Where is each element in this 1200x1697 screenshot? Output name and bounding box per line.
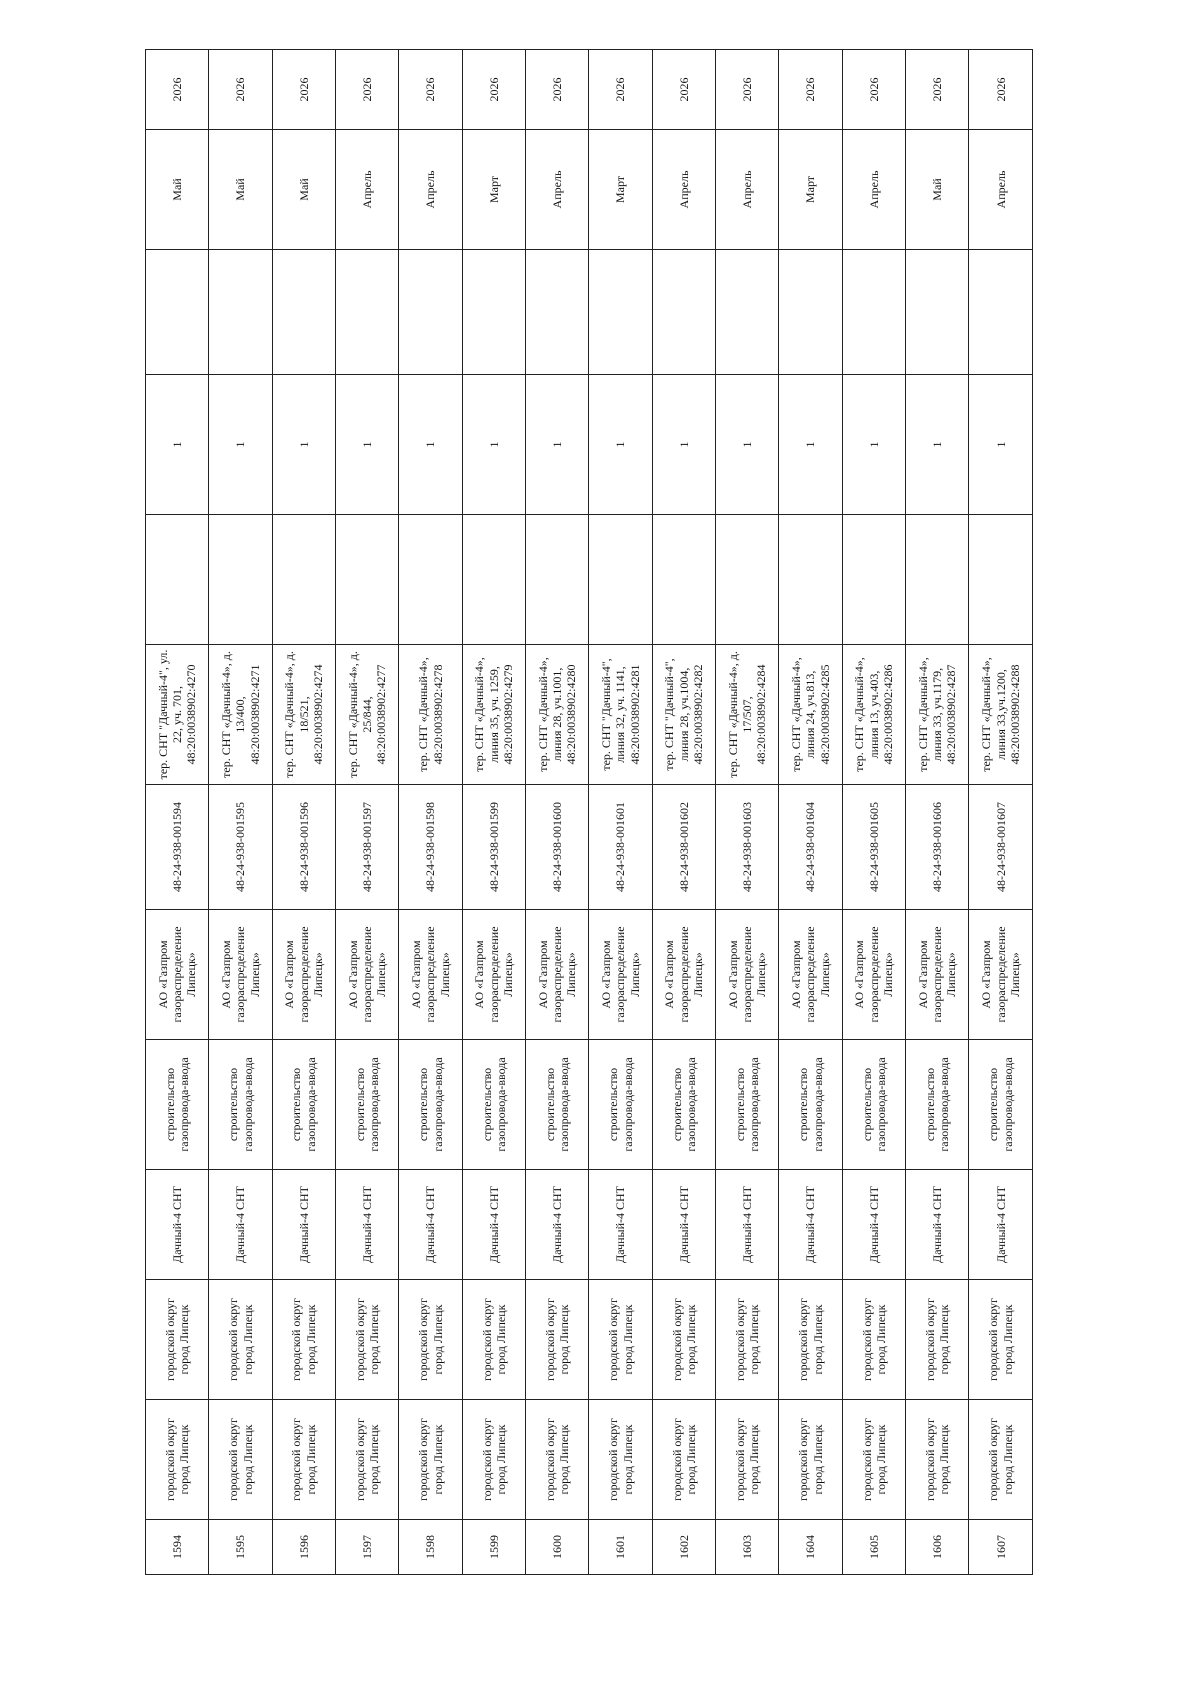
- address-cell: тер. СНТ «Дачный-4», линия 33, уч.1179, 48:20:0038902:4287: [906, 645, 969, 785]
- year-cell: 2026: [462, 50, 525, 130]
- organization-cell: АО «Газпром газораспределение Липецк»: [462, 910, 525, 1040]
- address-cell: тер. СНТ "Дачный-4", линия 32, уч. 1141, 48:20:0038902:4281: [589, 645, 652, 785]
- empty-cell: [272, 515, 335, 645]
- empty-cell: [906, 515, 969, 645]
- empty-cell: [526, 515, 589, 645]
- address-cell: тер. СНТ «Дачный-4», линия 13, уч.403, 48:20:0038902:4286: [842, 645, 905, 785]
- year-cell: 2026: [399, 50, 462, 130]
- month-cell: Апрель: [336, 130, 399, 250]
- quantity-cell: 1: [969, 375, 1033, 515]
- empty-cell: [779, 515, 842, 645]
- table-row: [652, 50, 715, 1575]
- registration-number-cell: 48-24-938-001606: [906, 785, 969, 910]
- address-cell: тер. СНТ «Дачный-4», д. 17/507, 48:20:0038902:4284: [716, 645, 779, 785]
- row-number: 1598: [399, 1520, 462, 1575]
- municipality-cell: городской округ город Липецк: [526, 1280, 589, 1400]
- municipality-cell: городской округ город Липецк: [652, 1280, 715, 1400]
- year-cell: 2026: [842, 50, 905, 130]
- municipality-cell: городской округ город Липецк: [589, 1280, 652, 1400]
- empty-cell: [399, 515, 462, 645]
- table-row: [462, 50, 525, 1575]
- empty-cell: [842, 250, 905, 375]
- registration-number-cell: 48-24-938-001594: [146, 785, 209, 910]
- district-cell: городской округ город Липецк: [526, 1400, 589, 1520]
- quantity-cell: 1: [716, 375, 779, 515]
- address-cell: тер. СНТ «Дачный-4», линия 28, уч.1001, 48:20:0038902:4280: [526, 645, 589, 785]
- month-cell: Май: [272, 130, 335, 250]
- empty-cell: [462, 515, 525, 645]
- table-row: [716, 50, 779, 1575]
- year-cell: 2026: [336, 50, 399, 130]
- settlement-cell: Дачный-4 СНТ: [652, 1170, 715, 1280]
- row-number: 1596: [272, 1520, 335, 1575]
- work-type-cell: строительство газопровода-ввода: [336, 1040, 399, 1170]
- organization-cell: АО «Газпром газораспределение Липецк»: [969, 910, 1033, 1040]
- municipality-cell: городской округ город Липецк: [462, 1280, 525, 1400]
- settlement-cell: Дачный-4 СНТ: [399, 1170, 462, 1280]
- municipality-cell: городской округ город Липецк: [209, 1280, 272, 1400]
- district-cell: городской округ город Липецк: [209, 1400, 272, 1520]
- settlement-cell: Дачный-4 СНТ: [272, 1170, 335, 1280]
- quantity-cell: 1: [906, 375, 969, 515]
- year-cell: 2026: [146, 50, 209, 130]
- district-cell: городской округ город Липецк: [336, 1400, 399, 1520]
- municipality-cell: городской округ город Липецк: [716, 1280, 779, 1400]
- row-number: 1603: [716, 1520, 779, 1575]
- table-row: [526, 50, 589, 1575]
- settlement-cell: Дачный-4 СНТ: [462, 1170, 525, 1280]
- address-cell: тер. СНТ «Дачный-4», линия 24, уч.813, 48:20:0038902:4285: [779, 645, 842, 785]
- quantity-cell: 1: [652, 375, 715, 515]
- settlement-cell: Дачный-4 СНТ: [589, 1170, 652, 1280]
- empty-cell: [526, 250, 589, 375]
- address-cell: тер. СНТ «Дачный-4», линия 33,уч.1200, 48:20:0038902:4288: [969, 645, 1033, 785]
- work-type-cell: строительство газопровода-ввода: [272, 1040, 335, 1170]
- settlement-cell: Дачный-4 СНТ: [336, 1170, 399, 1280]
- quantity-cell: 1: [462, 375, 525, 515]
- work-type-cell: строительство газопровода-ввода: [716, 1040, 779, 1170]
- registration-number-cell: 48-24-938-001605: [842, 785, 905, 910]
- rotated-page: [145, 77, 1033, 1575]
- table-row: [842, 50, 905, 1575]
- year-cell: 2026: [652, 50, 715, 130]
- table-row: [146, 50, 209, 1575]
- organization-cell: АО «Газпром газораспределение Липецк»: [526, 910, 589, 1040]
- table-row: [336, 50, 399, 1575]
- registration-number-cell: 48-24-938-001604: [779, 785, 842, 910]
- row-number: 1607: [969, 1520, 1033, 1575]
- district-cell: городской округ город Липецк: [399, 1400, 462, 1520]
- registration-number-cell: 48-24-938-001599: [462, 785, 525, 910]
- year-cell: 2026: [526, 50, 589, 130]
- work-type-cell: строительство газопровода-ввода: [906, 1040, 969, 1170]
- empty-cell: [716, 515, 779, 645]
- empty-cell: [462, 250, 525, 375]
- municipality-cell: городской округ город Липецк: [969, 1280, 1033, 1400]
- month-cell: Апрель: [716, 130, 779, 250]
- quantity-cell: 1: [146, 375, 209, 515]
- organization-cell: АО «Газпром газораспределение Липецк»: [652, 910, 715, 1040]
- district-cell: городской округ город Липецк: [462, 1400, 525, 1520]
- quantity-cell: 1: [526, 375, 589, 515]
- registration-number-cell: 48-24-938-001597: [336, 785, 399, 910]
- row-number: 1599: [462, 1520, 525, 1575]
- empty-cell: [146, 250, 209, 375]
- empty-cell: [779, 250, 842, 375]
- settlement-cell: Дачный-4 СНТ: [906, 1170, 969, 1280]
- table-row: [589, 50, 652, 1575]
- work-type-cell: строительство газопровода-ввода: [146, 1040, 209, 1170]
- table-row: [906, 50, 969, 1575]
- municipality-cell: городской округ город Липецк: [779, 1280, 842, 1400]
- empty-cell: [209, 515, 272, 645]
- table-row: [209, 50, 272, 1575]
- empty-cell: [716, 250, 779, 375]
- month-cell: Март: [589, 130, 652, 250]
- table-row: [399, 50, 462, 1575]
- row-number: 1597: [336, 1520, 399, 1575]
- district-cell: городской округ город Липецк: [272, 1400, 335, 1520]
- work-type-cell: строительство газопровода-ввода: [526, 1040, 589, 1170]
- row-number: 1594: [146, 1520, 209, 1575]
- year-cell: 2026: [906, 50, 969, 130]
- month-cell: Март: [779, 130, 842, 250]
- municipality-cell: городской округ город Липецк: [399, 1280, 462, 1400]
- year-cell: 2026: [716, 50, 779, 130]
- empty-cell: [146, 515, 209, 645]
- quantity-cell: 1: [336, 375, 399, 515]
- registration-number-cell: 48-24-938-001596: [272, 785, 335, 910]
- district-cell: городской округ город Липецк: [969, 1400, 1033, 1520]
- organization-cell: АО «Газпром газораспределение Липецк»: [272, 910, 335, 1040]
- row-number: 1600: [526, 1520, 589, 1575]
- organization-cell: АО «Газпром газораспределение Липецк»: [906, 910, 969, 1040]
- year-cell: 2026: [969, 50, 1033, 130]
- year-cell: 2026: [589, 50, 652, 130]
- year-cell: 2026: [272, 50, 335, 130]
- quantity-cell: 1: [399, 375, 462, 515]
- month-cell: Апрель: [526, 130, 589, 250]
- organization-cell: АО «Газпром газораспределение Липецк»: [336, 910, 399, 1040]
- municipality-cell: городской округ город Липецк: [906, 1280, 969, 1400]
- settlement-cell: Дачный-4 СНТ: [526, 1170, 589, 1280]
- organization-cell: АО «Газпром газораспределение Липецк»: [842, 910, 905, 1040]
- empty-cell: [589, 515, 652, 645]
- empty-cell: [336, 515, 399, 645]
- municipality-cell: городской округ город Липецк: [336, 1280, 399, 1400]
- table-body: [146, 50, 1033, 1575]
- registration-number-cell: 48-24-938-001600: [526, 785, 589, 910]
- year-cell: 2026: [779, 50, 842, 130]
- registration-number-cell: 48-24-938-001603: [716, 785, 779, 910]
- month-cell: Май: [209, 130, 272, 250]
- registration-number-cell: 48-24-938-001598: [399, 785, 462, 910]
- address-cell: тер. СНТ «Дачный-4», 48:20:0038902:4278: [399, 645, 462, 785]
- organization-cell: АО «Газпром газораспределение Липецк»: [146, 910, 209, 1040]
- month-cell: Апрель: [969, 130, 1033, 250]
- empty-cell: [969, 250, 1033, 375]
- registration-number-cell: 48-24-938-001595: [209, 785, 272, 910]
- work-type-cell: строительство газопровода-ввода: [652, 1040, 715, 1170]
- quantity-cell: 1: [272, 375, 335, 515]
- organization-cell: АО «Газпром газораспределение Липецк»: [209, 910, 272, 1040]
- month-cell: Май: [146, 130, 209, 250]
- registration-number-cell: 48-24-938-001601: [589, 785, 652, 910]
- empty-cell: [652, 250, 715, 375]
- settlement-cell: Дачный-4 СНТ: [779, 1170, 842, 1280]
- row-number: 1604: [779, 1520, 842, 1575]
- row-number: 1601: [589, 1520, 652, 1575]
- address-cell: тер. СНТ "Дачный-4", линия 28, уч.1004, 48:20:0038902:4282: [652, 645, 715, 785]
- empty-cell: [272, 250, 335, 375]
- work-type-cell: строительство газопровода-ввода: [969, 1040, 1033, 1170]
- quantity-cell: 1: [842, 375, 905, 515]
- work-type-cell: строительство газопровода-ввода: [842, 1040, 905, 1170]
- work-type-cell: строительство газопровода-ввода: [779, 1040, 842, 1170]
- table-row: [272, 50, 335, 1575]
- municipality-cell: городской округ город Липецк: [272, 1280, 335, 1400]
- month-cell: Апрель: [399, 130, 462, 250]
- empty-cell: [842, 515, 905, 645]
- municipality-cell: городской округ город Липецк: [842, 1280, 905, 1400]
- empty-cell: [209, 250, 272, 375]
- district-cell: городской округ город Липецк: [589, 1400, 652, 1520]
- settlement-cell: Дачный-4 СНТ: [209, 1170, 272, 1280]
- address-cell: тер. СНТ "Дачный-4", ул. 22, уч. 701, 48:20:0038902:4270: [146, 645, 209, 785]
- address-cell: тер. СНТ «Дачный-4», д. 25/844, 48:20:0038902:4277: [336, 645, 399, 785]
- month-cell: Март: [462, 130, 525, 250]
- organization-cell: АО «Газпром газораспределение Липецк»: [779, 910, 842, 1040]
- settlement-cell: Дачный-4 СНТ: [716, 1170, 779, 1280]
- year-cell: 2026: [209, 50, 272, 130]
- empty-cell: [652, 515, 715, 645]
- quantity-cell: 1: [589, 375, 652, 515]
- address-cell: тер. СНТ «Дачный-4», д. 13/400, 48:20:0038902:4271: [209, 645, 272, 785]
- district-cell: городской округ город Липецк: [906, 1400, 969, 1520]
- month-cell: Май: [906, 130, 969, 250]
- district-cell: городской округ город Липецк: [652, 1400, 715, 1520]
- organization-cell: АО «Газпром газораспределение Липецк»: [716, 910, 779, 1040]
- district-cell: городской округ город Липецк: [842, 1400, 905, 1520]
- row-number: 1595: [209, 1520, 272, 1575]
- district-cell: городской округ город Липецк: [779, 1400, 842, 1520]
- settlement-cell: Дачный-4 СНТ: [146, 1170, 209, 1280]
- empty-cell: [969, 515, 1033, 645]
- month-cell: Апрель: [842, 130, 905, 250]
- row-number: 1606: [906, 1520, 969, 1575]
- row-number: 1602: [652, 1520, 715, 1575]
- gas-connection-table: [145, 49, 1033, 1575]
- address-cell: тер. СНТ «Дачный-4», д. 18/521, 48:20:0038902:4274: [272, 645, 335, 785]
- month-cell: Апрель: [652, 130, 715, 250]
- table-row: [779, 50, 842, 1575]
- district-cell: городской округ город Липецк: [716, 1400, 779, 1520]
- quantity-cell: 1: [209, 375, 272, 515]
- work-type-cell: строительство газопровода-ввода: [462, 1040, 525, 1170]
- work-type-cell: строительство газопровода-ввода: [589, 1040, 652, 1170]
- table-row: [969, 50, 1033, 1575]
- registration-number-cell: 48-24-938-001602: [652, 785, 715, 910]
- empty-cell: [399, 250, 462, 375]
- empty-cell: [589, 250, 652, 375]
- empty-cell: [336, 250, 399, 375]
- district-cell: городской округ город Липецк: [146, 1400, 209, 1520]
- empty-cell: [906, 250, 969, 375]
- work-type-cell: строительство газопровода-ввода: [209, 1040, 272, 1170]
- settlement-cell: Дачный-4 СНТ: [842, 1170, 905, 1280]
- municipality-cell: городской округ город Липецк: [146, 1280, 209, 1400]
- settlement-cell: Дачный-4 СНТ: [969, 1170, 1033, 1280]
- work-type-cell: строительство газопровода-ввода: [399, 1040, 462, 1170]
- row-number: 1605: [842, 1520, 905, 1575]
- address-cell: тер. СНТ «Дачный-4», линия 35, уч. 1259, 48:20:0038902:4279: [462, 645, 525, 785]
- registration-number-cell: 48-24-938-001607: [969, 785, 1033, 910]
- organization-cell: АО «Газпром газораспределение Липецк»: [399, 910, 462, 1040]
- organization-cell: АО «Газпром газораспределение Липецк»: [589, 910, 652, 1040]
- quantity-cell: 1: [779, 375, 842, 515]
